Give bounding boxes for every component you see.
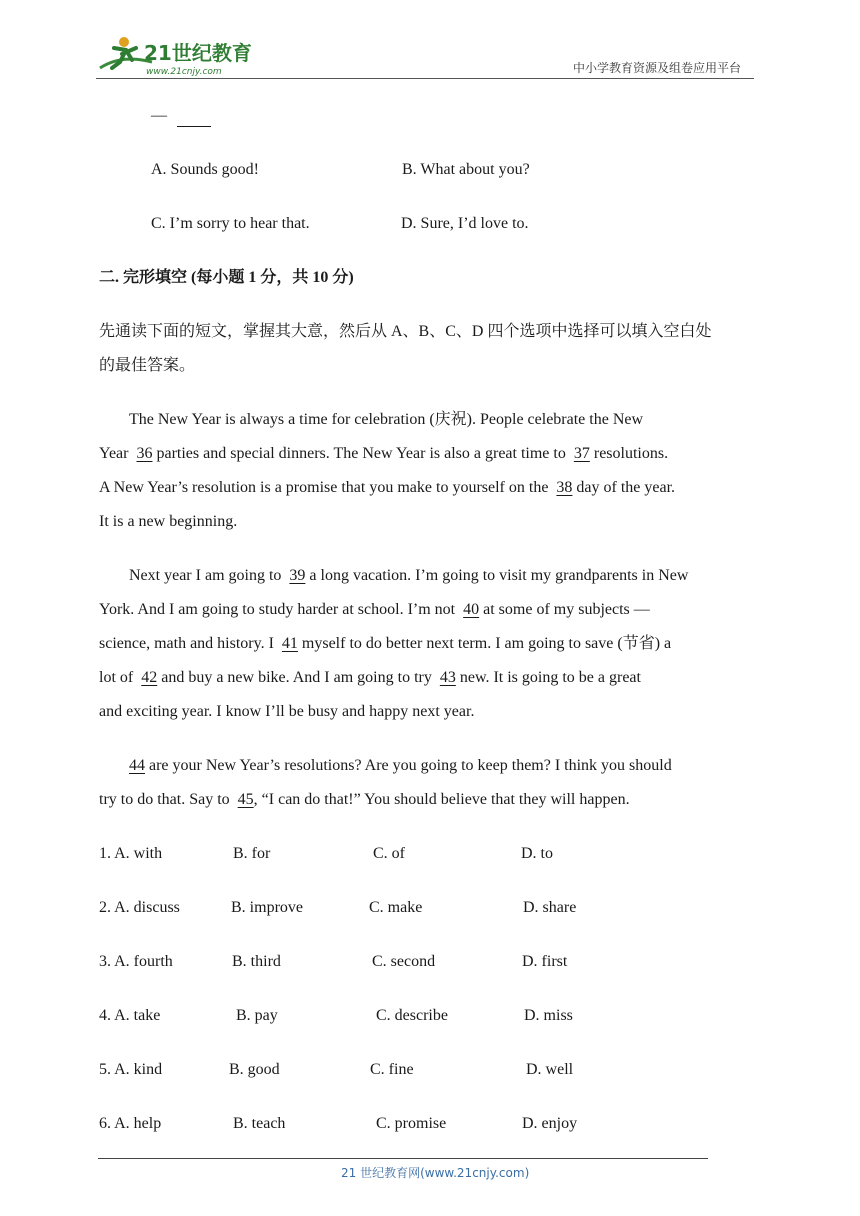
question-4-d: D. miss [524,1007,573,1024]
question-6-a: 6. A. help [99,1115,162,1132]
question-4-c: C. describe [376,1007,448,1024]
passage-p1-line-2: Year 36 parties and special dinners. The New Year is also a great time to 37 resolutions. [99,445,669,462]
question-1-c: C. of [373,845,405,862]
passage-p2-line-1: Next year I am going to 39 a long vacation. I’m going to visit my grandparents in New [129,567,689,584]
blank-36: 36 [136,445,153,462]
option-a: A. Sounds good! [151,161,260,178]
passage-p1-line-1: The New Year is always a time for celebration (庆祝). People celebrate the New [129,411,644,428]
question-2-d: D. share [523,899,577,916]
question-6-b: B. teach [233,1115,286,1132]
passage-p3-line-1: 44 are your New Year’s resolutions? Are you going to keep them? I think you should [129,757,672,774]
logo-text: 21世纪教育 [144,41,252,65]
blank-43: 43 [439,669,456,686]
passage-p2-line-5: and exciting year. I know I’ll be busy and happy next year. [99,703,475,720]
question-3-d: D. first [522,953,568,970]
section-heading: 二. 完形填空 (每小题 1 分，共 10 分) [99,269,354,286]
passage-p3-line-2: try to do that. Say to 45, “I can do that!” You should believe that they will happen. [99,791,630,808]
header-divider [96,78,754,79]
question-5-d: D. well [526,1061,574,1078]
blank-38: 38 [556,479,573,496]
answer-line [151,106,211,127]
footer-divider [98,1158,708,1159]
question-3-c: C. second [372,953,436,970]
question-2-b: B. improve [231,899,303,916]
blank-42: 42 [141,669,158,686]
instruction-line-1: 先通读下面的短文，掌握其大意，然后从 A、B、C、D 四个选项中选择可以填入空白处 [99,323,712,340]
passage-p1-line-3: A New Year’s resolution is a promise that you make to yourself on the 38 day of the year. [99,479,676,496]
answer-blank [177,106,211,127]
option-d: D. Sure, I’d love to. [401,215,529,232]
instruction-line-2: 的最佳答案。 [99,357,196,374]
passage-p2-line-4: lot of 42 and buy a new bike. And I am going to try 43 new. It is going to be a great [99,669,641,686]
question-3-a: 3. A. fourth [99,953,173,970]
question-1-a: 1. A. with [99,845,163,862]
blank-45: 45 [237,791,254,808]
question-2-a: 2. A. discuss [99,899,180,916]
passage-p2-line-2: York. And I am going to study harder at school. I’m not 40 at some of my subjects — [99,601,650,618]
option-c: C. I’m sorry to hear that. [151,215,310,232]
passage-p1-line-4: It is a new beginning. [99,513,238,530]
footer-link[interactable]: 21 世纪教育网(www.21cnjy.com) [341,1166,530,1180]
runner-logo-icon [92,34,262,78]
logo-url: www.21cnjy.com [146,67,222,77]
question-3-b: B. third [232,953,281,970]
question-4-b: B. pay [236,1007,278,1024]
question-4-a: 4. A. take [99,1007,161,1024]
header-slogan: 中小学教育资源及组卷应用平台 [573,61,742,75]
question-6-c: C. promise [376,1115,447,1132]
blank-41: 41 [281,635,298,652]
blank-40: 40 [463,601,480,618]
question-1-b: B. for [233,845,271,862]
question-2-c: C. make [369,899,423,916]
question-5-a: 5. A. kind [99,1061,163,1078]
passage-p2-line-3: science, math and history. I 41 myself to do better next term. I am going to save (节省) a [99,635,672,652]
question-5-b: B. good [229,1061,280,1078]
blank-37: 37 [573,445,590,462]
blank-44: 44 [129,757,145,774]
blank-39: 39 [289,567,306,584]
question-6-d: D. enjoy [522,1115,578,1132]
dash: — [151,107,167,124]
site-logo [92,34,262,78]
question-5-c: C. fine [370,1061,414,1078]
option-b: B. What about you? [402,161,530,178]
question-1-d: D. to [521,845,553,862]
